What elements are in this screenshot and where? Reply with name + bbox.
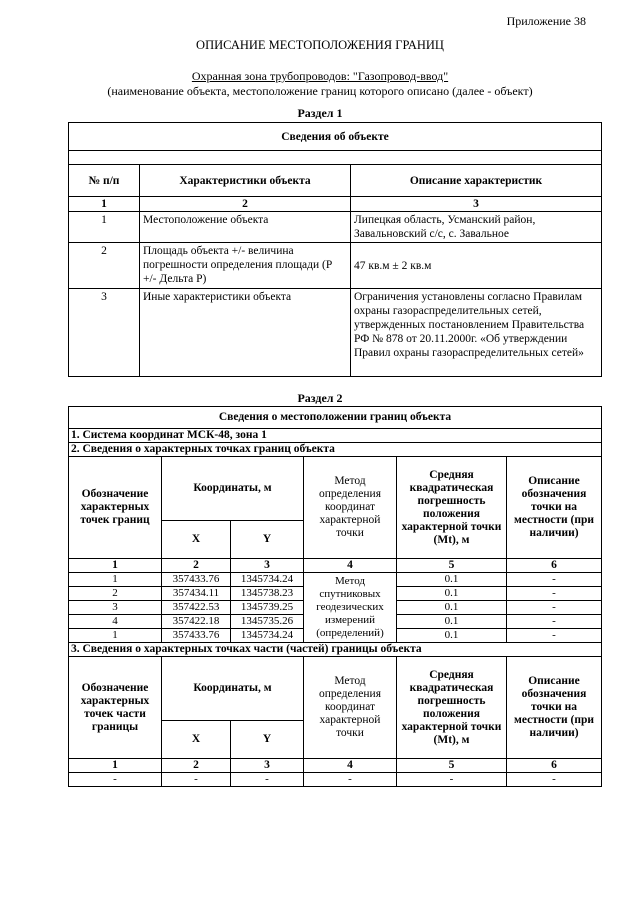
point-y: 1345738.23 [231, 587, 304, 601]
point-y: 1345734.24 [231, 573, 304, 587]
header-y: Y [231, 521, 304, 559]
point-y: 1345735.26 [231, 615, 304, 629]
part-header-error: Средняя квадратическая погрешность положения характерной точки (Mt), м [397, 657, 507, 759]
characteristic-value: Ограничения установлены согласно Правилам охраны газораспределительных сетей, утвержденных постановлением Правительства РФ № 878 от 20.11.2000г. «Об утверждении Правил охраны газораспределительных сетей» [351, 289, 602, 377]
row-number: 2 [69, 243, 140, 289]
column-number: 1 [69, 197, 140, 212]
part-cell: - [231, 773, 304, 787]
column-number: 2 [162, 559, 231, 573]
appendix-label: Приложение 38 [506, 14, 586, 28]
point-id: 1 [69, 573, 162, 587]
header-description: Описание характеристик [351, 165, 602, 197]
column-number: 4 [304, 559, 397, 573]
column-number: 2 [162, 759, 231, 773]
point-description: - [507, 629, 602, 643]
boundary-table [68, 406, 602, 787]
point-id: 4 [69, 615, 162, 629]
point-x: 357434.11 [162, 587, 231, 601]
column-number: 3 [231, 559, 304, 573]
points-section-title: 2. Сведения о характерных точках границ объекта [69, 443, 602, 457]
spacer-row [69, 151, 602, 165]
part-cell: - [69, 773, 162, 787]
section2-heading: Раздел 2 [297, 391, 343, 405]
part-points-section-title: 3. Сведения о характерных точках части (частей) границы объекта [69, 643, 602, 657]
column-number: 6 [507, 559, 602, 573]
part-header-coordinates: Координаты, м [162, 657, 304, 721]
column-number: 4 [304, 759, 397, 773]
point-id: 2 [69, 587, 162, 601]
coordinate-system: 1. Система координат МСК-48, зона 1 [69, 429, 602, 443]
table-row [69, 243, 602, 289]
header-point-description: Описание обозначения точки на местности (при наличии) [507, 457, 602, 559]
point-y: 1345734.24 [231, 629, 304, 643]
table-row [69, 773, 602, 787]
table-row [69, 573, 602, 587]
object-name-caption: (наименование объекта, местоположение границ которого описано (далее - объект) [107, 84, 533, 98]
point-error: 0.1 [397, 573, 507, 587]
object-info-title: Сведения об объекте [69, 123, 602, 151]
header-designation: Обозначение характерных точек границ [69, 457, 162, 559]
characteristic-name: Иные характеристики объекта [140, 289, 351, 377]
point-method: Метод спутниковых геодезических измерений (определений) [304, 573, 397, 643]
point-description: - [507, 573, 602, 587]
column-number: 3 [231, 759, 304, 773]
characteristic-value: Липецкая область, Усманский район, Завальновский с/с, с. Завальное [351, 212, 602, 243]
table-row [69, 212, 602, 243]
column-number: 2 [140, 197, 351, 212]
boundary-table-title: Сведения о местоположении границ объекта [69, 407, 602, 429]
part-cell: - [304, 773, 397, 787]
point-error: 0.1 [397, 615, 507, 629]
point-x: 357433.76 [162, 573, 231, 587]
header-error: Средняя квадратическая погрешность положения характерной точки (Mt), м [397, 457, 507, 559]
part-cell: - [397, 773, 507, 787]
point-id: 1 [69, 629, 162, 643]
column-number: 3 [351, 197, 602, 212]
section1-heading: Раздел 1 [297, 106, 343, 120]
document-title: ОПИСАНИЕ МЕСТОПОЛОЖЕНИЯ ГРАНИЦ [196, 38, 444, 52]
row-number: 3 [69, 289, 140, 377]
point-error: 0.1 [397, 601, 507, 615]
point-x: 357422.18 [162, 615, 231, 629]
header-method: Метод определения координат характерной точки [304, 457, 397, 559]
characteristic-name: Местоположение объекта [140, 212, 351, 243]
table-row [69, 289, 602, 377]
point-x: 357433.76 [162, 629, 231, 643]
column-number: 5 [397, 759, 507, 773]
part-header-x: X [162, 721, 231, 759]
header-number: № п/п [69, 165, 140, 197]
part-header-designation: Обозначение характерных точек части границы [69, 657, 162, 759]
object-name: Охранная зона трубопроводов: "Газопровод-ввод" [191, 69, 449, 83]
characteristic-name: Площадь объекта +/- величина погрешности определения площади (Р +/- Дельта Р) [140, 243, 351, 289]
characteristic-value: 47 кв.м ± 2 кв.м [351, 243, 602, 289]
point-id: 3 [69, 601, 162, 615]
point-y: 1345739.25 [231, 601, 304, 615]
part-cell: - [162, 773, 231, 787]
part-header-method: Метод определения координат характерной точки [304, 657, 397, 759]
header-characteristic: Характеристики объекта [140, 165, 351, 197]
point-error: 0.1 [397, 629, 507, 643]
point-description: - [507, 587, 602, 601]
row-number: 1 [69, 212, 140, 243]
part-header-point-description: Описание обозначения точки на местности (при наличии) [507, 657, 602, 759]
point-error: 0.1 [397, 587, 507, 601]
column-number: 6 [507, 759, 602, 773]
object-info-table [68, 122, 602, 377]
part-header-y: Y [231, 721, 304, 759]
column-number: 1 [69, 759, 162, 773]
point-description: - [507, 601, 602, 615]
column-number: 1 [69, 559, 162, 573]
point-description: - [507, 615, 602, 629]
part-cell: - [507, 773, 602, 787]
point-x: 357422.53 [162, 601, 231, 615]
header-coordinates: Координаты, м [162, 457, 304, 521]
column-number: 5 [397, 559, 507, 573]
header-x: X [162, 521, 231, 559]
